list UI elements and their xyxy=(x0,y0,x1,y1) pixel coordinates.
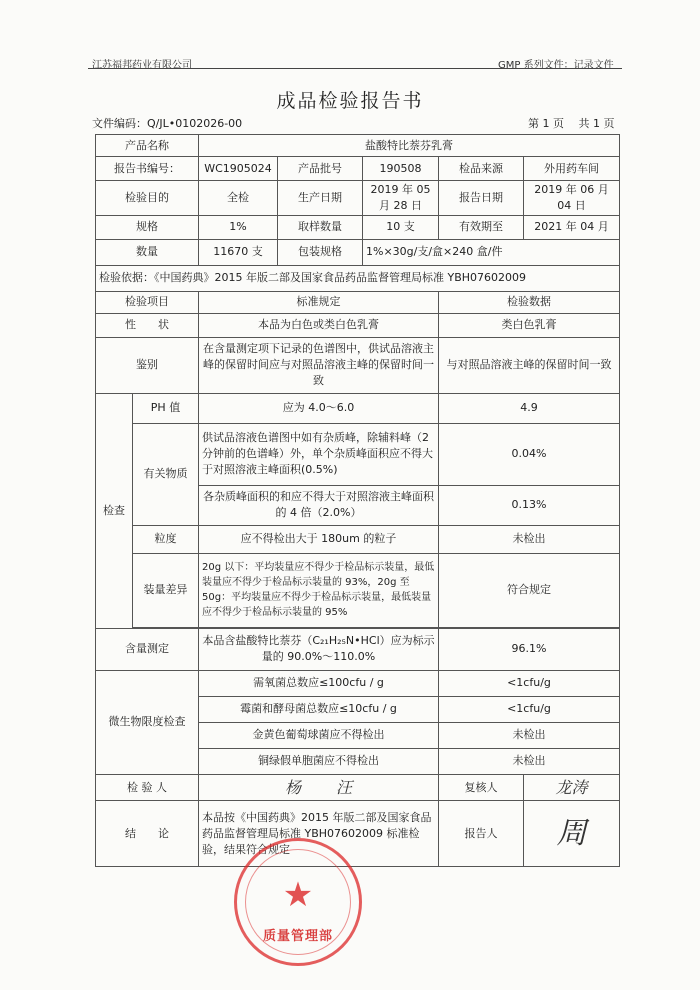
column-result: 检验数据 xyxy=(439,291,620,313)
doc-type: GMP 系列文件：记录文件 xyxy=(498,60,614,71)
checker-signatures xyxy=(199,774,439,800)
expiry: 2021 年 04 月 xyxy=(524,215,620,239)
assay-standard: 本品含盐酸特比萘芬（C₂₁H₂₅N•HCl）应为标示量的 90.0%～110.0% xyxy=(199,628,439,670)
micro-result-2: <1cfu/g xyxy=(439,696,620,722)
label-sample-qty: 取样数量 xyxy=(278,215,363,239)
check-group-label: 检查 xyxy=(96,393,133,628)
impurities-standard-1: 供试品溶液色谱图中如有杂质峰，除辅料峰（2 分钟前的色谱峰）外，单个杂质峰面积应不得大于对照溶液主峰面积(0.5%) xyxy=(199,423,439,485)
reviewer-signature-cell xyxy=(524,774,620,800)
sample-qty: 10 支 xyxy=(363,215,439,239)
label-product-name: 产品名称 xyxy=(96,135,199,157)
item-assay: 含量测定 xyxy=(96,628,199,670)
report-date: 2019 年 06 月 04 日 xyxy=(524,181,620,216)
impurities-result-2: 0.13% xyxy=(439,485,620,525)
label-prod-date: 生产日期 xyxy=(278,181,363,216)
impurities-standard-2: 各杂质峰面积的和应不得大于对照溶液主峰面积的 4 倍（2.0%） xyxy=(199,485,439,525)
micro-standard-4: 铜绿假单胞菌应不得检出 xyxy=(199,748,439,774)
label-reporter: 报告人 xyxy=(439,801,524,867)
source: 外用药车间 xyxy=(524,157,620,181)
conclusion-text: 本品按《中国药典》2015 年版二部及国家食品药品监督管理局标准 YBH07602009 标准检验，结果符合规定 xyxy=(199,801,439,867)
checker-signature-2: 汪 xyxy=(335,777,352,797)
purpose: 全检 xyxy=(199,181,278,216)
micro-result-4: 未检出 xyxy=(439,748,620,774)
item-appearance: 性 状 xyxy=(96,313,199,337)
label-batch-no: 产品批号 xyxy=(278,157,363,181)
prod-date: 2019 年 05 月 28 日 xyxy=(363,181,439,216)
impurities-result-1: 0.04% xyxy=(439,423,620,485)
micro-result-1: <1cfu/g xyxy=(439,670,620,696)
ph-result: 4.9 xyxy=(439,393,620,423)
particle-result: 未检出 xyxy=(439,525,620,553)
identification-result: 与对照品溶液主峰的保留时间一致 xyxy=(439,337,620,393)
header-rule xyxy=(88,68,622,69)
reporter-signature-cell xyxy=(524,801,620,867)
micro-standard-1: 需氧菌总数应≤100cfu / g xyxy=(199,670,439,696)
page-title: 成品检验报告书 xyxy=(276,90,424,112)
reviewer-signature: 龙涛 xyxy=(555,777,588,797)
label-checker: 检 验 人 xyxy=(96,774,199,800)
label-purpose: 检验目的 xyxy=(96,181,199,216)
label-report-no: 报告书编号： xyxy=(96,157,199,181)
page-number: 第 1 页 共 1 页 xyxy=(528,117,615,130)
item-ph: PH 值 xyxy=(133,393,199,423)
inspection-basis: 检验依据：《中国药典》2015 年版二部及国家食品药品监督管理局标准 YBH07602009 xyxy=(96,265,620,291)
stamp-text: 质量管理部 xyxy=(262,929,333,944)
fill-standard: 20g 以下：平均装量应不得少于检品标示装量，最低装量应不得少于检品标示装量的 93%，20g 至 50g：平均装量应不得少于检品标示装量，最低装量应不得少于检品标示装量的 95% xyxy=(199,553,439,627)
packaging: 1%×30g/支/盒×240 盒/件 xyxy=(363,239,620,265)
stamp-star-icon: ★ xyxy=(282,875,314,915)
ph-standard: 应为 4.0～6.0 xyxy=(199,393,439,423)
label-packaging: 包装规格 xyxy=(278,239,363,265)
label-spec: 规格 xyxy=(96,215,199,239)
company-name: 江苏福邦药业有限公司 xyxy=(92,60,192,71)
appearance-result: 类白色乳膏 xyxy=(439,313,620,337)
item-impurities: 有关物质 xyxy=(133,423,199,525)
label-conclusion: 结 论 xyxy=(96,801,199,867)
micro-result-3: 未检出 xyxy=(439,722,620,748)
spec: 1% xyxy=(199,215,278,239)
appearance-standard: 本品为白色或类白色乳膏 xyxy=(199,313,439,337)
assay-result: 96.1% xyxy=(439,628,620,670)
product-name: 盐酸特比萘芬乳膏 xyxy=(199,135,620,157)
report-no: WC1905024 xyxy=(199,157,278,181)
file-number: 文件编码：Q/JL•0102026-00 xyxy=(92,117,243,130)
reporter-signature: 周 xyxy=(556,815,587,851)
label-source: 检品来源 xyxy=(439,157,524,181)
column-item: 检验项目 xyxy=(96,291,199,313)
micro-standard-3: 金黄色葡萄球菌应不得检出 xyxy=(199,722,439,748)
label-quantity: 数量 xyxy=(96,239,199,265)
column-standard: 标准规定 xyxy=(199,291,439,313)
particle-standard: 应不得检出大于 180um 的粒子 xyxy=(199,525,439,553)
quantity: 11670 支 xyxy=(199,239,278,265)
label-reviewer: 复核人 xyxy=(439,774,524,800)
item-particle: 粒度 xyxy=(133,525,199,553)
item-identification: 鉴别 xyxy=(96,337,199,393)
label-report-date: 报告日期 xyxy=(439,181,524,216)
micro-standard-2: 霉菌和酵母菌总数应≤10cfu / g xyxy=(199,696,439,722)
checker-signature-1: 杨 xyxy=(285,777,302,797)
identification-standard: 在含量测定项下记录的色谱图中，供试品溶液主峰的保留时间应与对照品溶液主峰的保留时间一致 xyxy=(199,337,439,393)
report-table xyxy=(95,134,620,867)
label-expiry: 有效期至 xyxy=(439,215,524,239)
item-micro: 微生物限度检查 xyxy=(96,670,199,774)
fill-result: 符合规定 xyxy=(439,553,620,627)
quality-dept-stamp xyxy=(234,838,362,966)
item-fill: 装量差异 xyxy=(133,553,199,627)
batch-no: 190508 xyxy=(363,157,439,181)
